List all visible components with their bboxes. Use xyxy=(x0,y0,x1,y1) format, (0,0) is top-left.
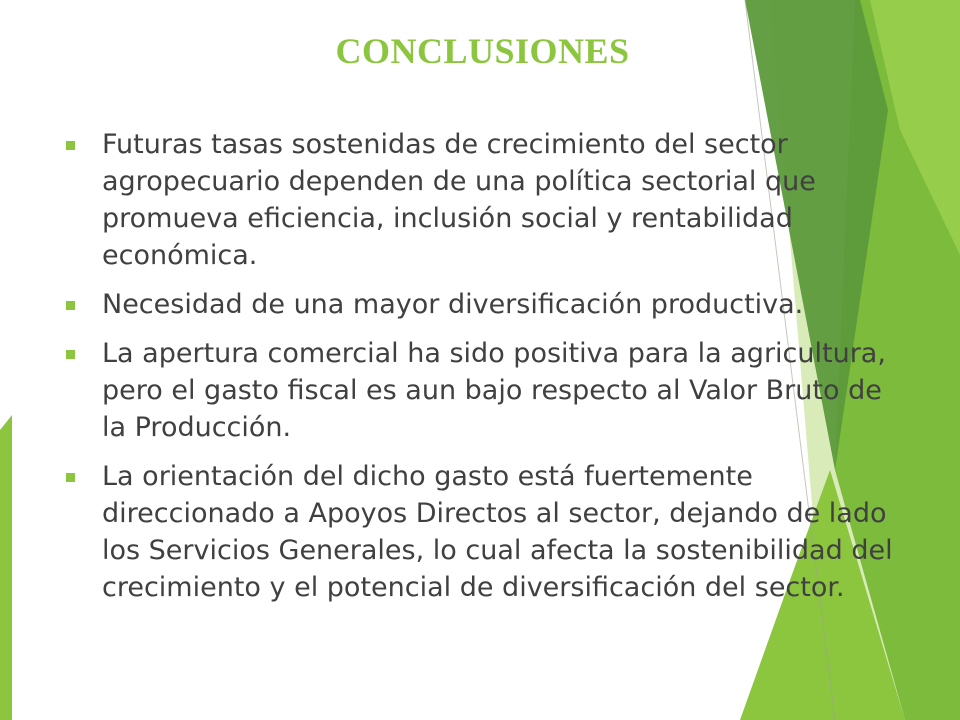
bullet-text: Futuras tasas sostenidas de crecimiento del sector agropecuario dependen de una política sectorial que promueva eficiencia, inclusión social y rentabilidad económica. xyxy=(102,129,816,271)
bullet-text: La orientación del dicho gasto está fuertemente direccionado a Apoyos Directos al sector, dejando de lado los Servicios Generales, lo cual afecta la sostenibilidad del crecimiento y el potencial de diversificación del sector. xyxy=(102,461,893,603)
square-bullet-icon xyxy=(66,473,75,482)
bullet-item xyxy=(62,335,912,446)
bullet-item xyxy=(62,286,912,323)
bullet-text: La apertura comercial ha sido positiva para la agricultura, pero el gasto fiscal es aun bajo respecto al Valor Bruto de la Producción. xyxy=(102,338,886,443)
square-bullet-icon xyxy=(66,301,75,310)
square-bullet-icon xyxy=(66,350,75,359)
bullet-text: Necesidad de una mayor diversificación productiva. xyxy=(102,289,804,320)
slide-title: CONCLUSIONES xyxy=(335,31,630,71)
left-edge-shape xyxy=(0,415,12,720)
square-bullet-icon xyxy=(66,141,75,150)
bullet-item xyxy=(62,458,912,606)
bullet-list xyxy=(62,126,912,618)
bullet-item xyxy=(62,126,912,274)
